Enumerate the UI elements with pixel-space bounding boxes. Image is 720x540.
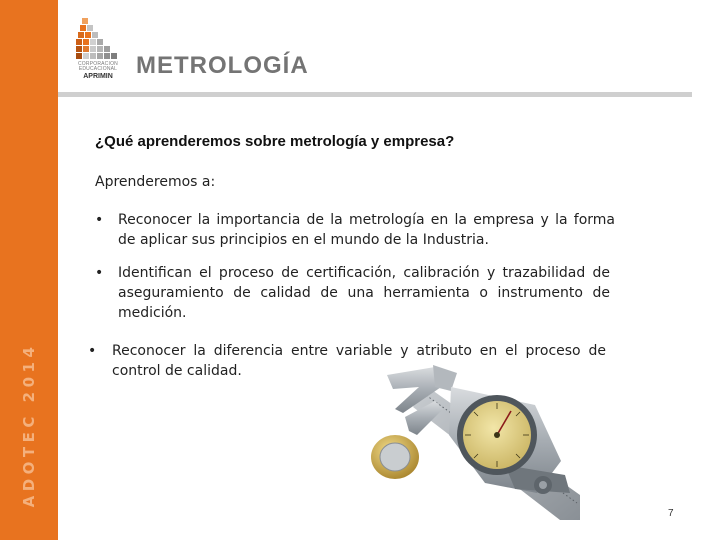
bullet-marker: • [95, 212, 104, 228]
bullet-marker: • [95, 265, 104, 281]
bullet-text: Reconocer la diferencia entre variable y atributo en el proceso de control de calidad. [112, 343, 606, 379]
logo-line-aprimin: APRIMIN [83, 73, 113, 80]
page-title: METROLOGÍA [136, 52, 309, 79]
page-number: 7 [668, 508, 674, 519]
logo-mark [76, 18, 117, 59]
logo-line-corporacion: CORPORACION [78, 61, 118, 67]
slide-heading: ¿Qué aprenderemos sobre metrología y empresa? [95, 133, 455, 150]
bullet-marker: • [88, 343, 97, 359]
sidebar-label: ADOTEC 2014 [20, 342, 38, 508]
sidebar-band [0, 0, 58, 540]
logo-wordmark [72, 62, 124, 80]
bullet-item [95, 263, 610, 323]
caliper-photo [365, 365, 580, 520]
bullet-text: Reconocer la importancia de la metrología en la empresa y la forma de aplicar sus principios en el mundo de la Industria. [118, 212, 615, 248]
bullet-text: Identifican el proceso de certificación, calibración y trazabilidad de aseguramiento de calidad de una herramienta o instrumento de medición. [118, 265, 610, 321]
header-divider [58, 92, 692, 97]
bullet-item [95, 210, 615, 250]
logo-line-educacional: EDUCACIONAL [78, 66, 118, 72]
intro-text: Aprenderemos a: [95, 174, 216, 190]
